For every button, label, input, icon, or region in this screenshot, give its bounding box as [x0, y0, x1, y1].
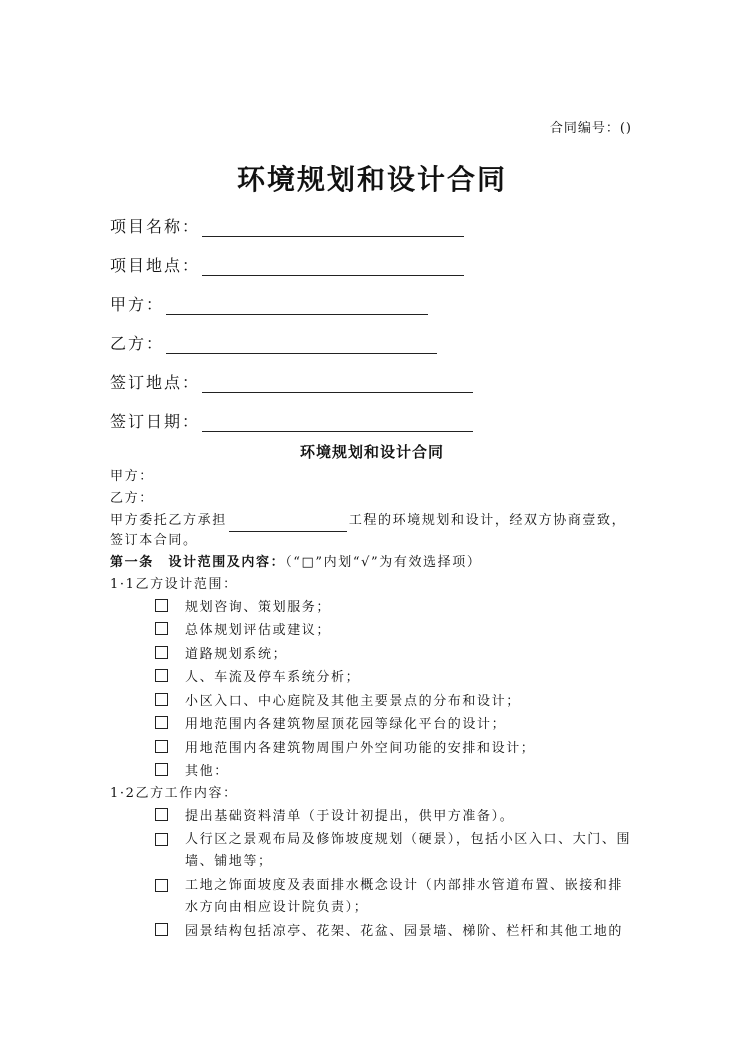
party-b-field: [110, 331, 437, 354]
scope-item: 小区入口、中心庭院及其他主要景点的分布和设计；: [155, 691, 521, 713]
article-1-heading: 第一条 设计范围及内容：: [110, 555, 286, 570]
checkbox-icon: [155, 646, 168, 659]
work-item: 园景结构包括凉亭、花架、花盆、园景墙、梯阶、栏杆和其他工地的: [155, 921, 623, 943]
article-1-note: （“□”内划“√”为有效选择项）: [285, 555, 482, 570]
checkbox-icon: [155, 693, 168, 706]
sign-date-field: [110, 409, 473, 432]
project-blank: [229, 517, 347, 532]
scope-item: 用地范围内各建筑物周围户外空间功能的安排和设计；: [155, 738, 535, 760]
checkbox-icon: [155, 808, 168, 821]
party-a-label: 甲方：: [110, 295, 165, 314]
sign-place-label: 签订地点：: [110, 373, 201, 392]
sign-place-field: [110, 370, 473, 393]
document-title: 环境规划和设计合同: [236, 163, 507, 196]
article-1-heading-line: [110, 552, 481, 574]
checkbox-icon: [155, 669, 168, 682]
project-name-field: [110, 214, 464, 237]
checkbox-icon: [155, 740, 168, 753]
project-site-label: 项目地点：: [110, 256, 201, 275]
project-site-blank: [202, 257, 464, 276]
checkbox-icon: [155, 599, 168, 612]
section-1-1-heading: 1·1乙方设计范围：: [110, 577, 238, 592]
body-title: 环境规划和设计合同: [299, 443, 444, 461]
section-1-2-heading: 1·2乙方工作内容：: [110, 786, 238, 801]
party-a-field: [110, 292, 428, 315]
checkbox-icon: [155, 622, 168, 635]
body-party-a: 甲方：: [110, 469, 154, 484]
scope-item: 总体规划评估或建议；: [155, 620, 331, 642]
project-site-field: [110, 253, 464, 276]
sign-date-blank: [202, 413, 473, 432]
checkbox-icon: [155, 833, 168, 846]
intro-line-2: 签订本合同。: [110, 533, 198, 548]
party-a-blank: [166, 296, 428, 315]
checkbox-icon: [155, 763, 168, 776]
work-item: 工地之饰面坡度及表面排水概念设计（内部排水管道布置、嵌接和排水方向由相应设计院负责）；: [155, 875, 635, 919]
scope-item: 规划咨询、策划服务；: [155, 597, 331, 619]
checkbox-icon: [155, 923, 168, 936]
work-item: 人行区之景观布局及修饰坡度规划（硬景），包括小区入口、大门、围墙、铺地等；: [155, 829, 635, 873]
party-b-blank: [166, 335, 437, 354]
checkbox-icon: [155, 716, 168, 729]
scope-item: 道路规划系统；: [155, 644, 287, 666]
project-name-label: 项目名称：: [110, 217, 201, 236]
sign-place-blank: [202, 374, 473, 393]
work-item: 提出基础资料清单（于设计初提出，供甲方准备）。: [155, 806, 514, 828]
scope-item: 用地范围内各建筑物屋顶花园等绿化平台的设计；: [155, 714, 506, 736]
intro-end: 工程的环境规划和设计，经双方协商壹致，: [348, 513, 627, 528]
sign-date-label: 签订日期：: [110, 412, 201, 431]
body-party-b: 乙方：: [110, 491, 154, 506]
party-b-label: 乙方：: [110, 334, 165, 353]
intro-line: [110, 510, 626, 532]
checkbox-icon: [155, 879, 168, 892]
intro-start: 甲方委托乙方承担: [110, 513, 227, 528]
scope-item: 人、车流及停车系统分析；: [155, 667, 360, 689]
contract-number: 合同编号：(): [549, 121, 632, 136]
project-name-blank: [202, 218, 464, 237]
scope-item: 其他：: [155, 761, 229, 783]
